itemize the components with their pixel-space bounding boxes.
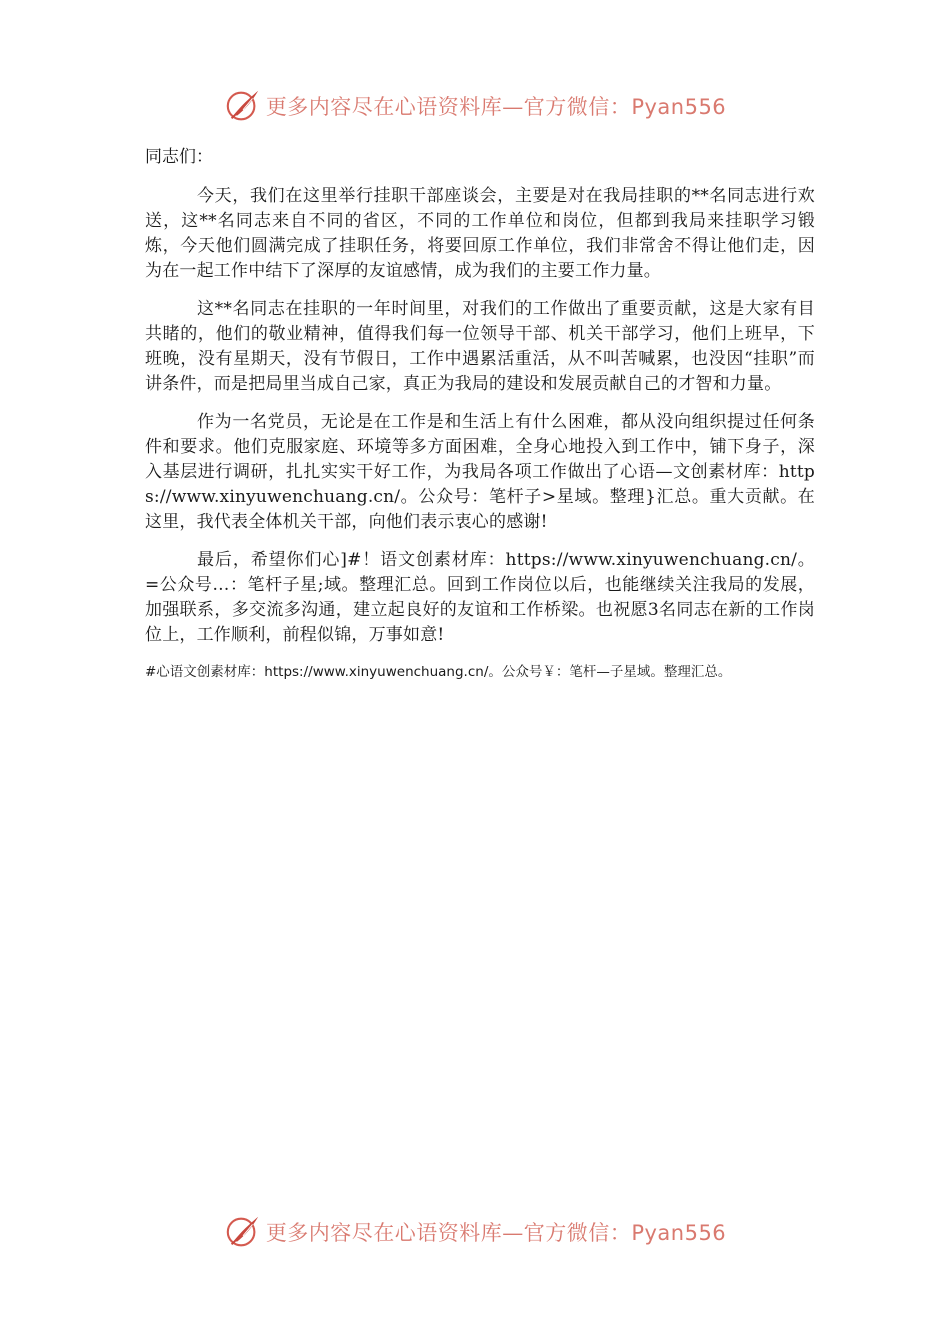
banner-text: 更多内容尽在心语资料库—官方微信：Pyan556 (265, 1221, 727, 1245)
banner-text: 更多内容尽在心语资料库—官方微信：Pyan556 (265, 95, 727, 119)
salutation: 同志们： (145, 147, 213, 167)
paragraph-1: 今天，我们在这里举行挂职干部座谈会，主要是对在我局挂职的**名同志进行欢送，这**名同志来自不同的省区，不同的工作单位和岗位，但都到我局来挂职学习锻炼，今天他们圆满完成了挂职任务，将要回原工作单位，我们非常舍不得让他们走，因为在一起工作中结下了深厚的友谊感情，成为我们的主要工作力量。 (145, 186, 815, 281)
quill-pen-logo-icon (224, 87, 262, 125)
paragraph-2: 这**名同志在挂职的一年时间里，对我们的工作做出了重要贡献，这是大家有目共睹的，他们的敬业精神，值得我们每一位领导干部、机关干部学习，他们上班早，下班晚，没有星期天，没有节假日，工作中遇累活重活，从不叫苦喊累，也没因“挂职”而讲条件，而是把局里当成自己家，真正为我局的建设和发展贡献自己的才智和力量。 (145, 299, 815, 394)
paragraph-3: 作为一名党员，无论是在工作是和生活上有什么困难，都从没向组织提过任何条件和要求。他们克服家庭、环境等多方面困难，全身心地投入到工作中，铺下身子，深入基层进行调研，扎扎实实干好工作，为我局各项工作做出了心语—文创素材库：https://www.xinyuwenchuang.cn/。公众号：笔杆子>星域。整理}汇总。重大贡献。在这里，我代表全体机关干部，向他们表示衷心的感谢! (145, 412, 815, 532)
paragraph-4: 最后，希望你们心]#！语文创素材库：https://www.xinyuwenchuang.cn/。=公众号…：笔杆子星;域。整理汇总。回到工作岗位以后，也能继续关注我局的发展，加强联系，多交流多沟通，建立起良好的友谊和工作桥梁。也祝愿3名同志在新的工作岗位上，工作顺利，前程似锦，万事如意! (145, 550, 815, 645)
quill-pen-logo-icon (224, 1213, 262, 1251)
source-footer-line: #心语文创素材库：https://www.xinyuwenchuang.cn/。公众号￥：笔杆—子星域。整理汇总。 (145, 664, 732, 680)
header-watermark-banner (0, 84, 950, 128)
footer-watermark-banner (0, 1210, 950, 1254)
document-body (145, 145, 815, 683)
